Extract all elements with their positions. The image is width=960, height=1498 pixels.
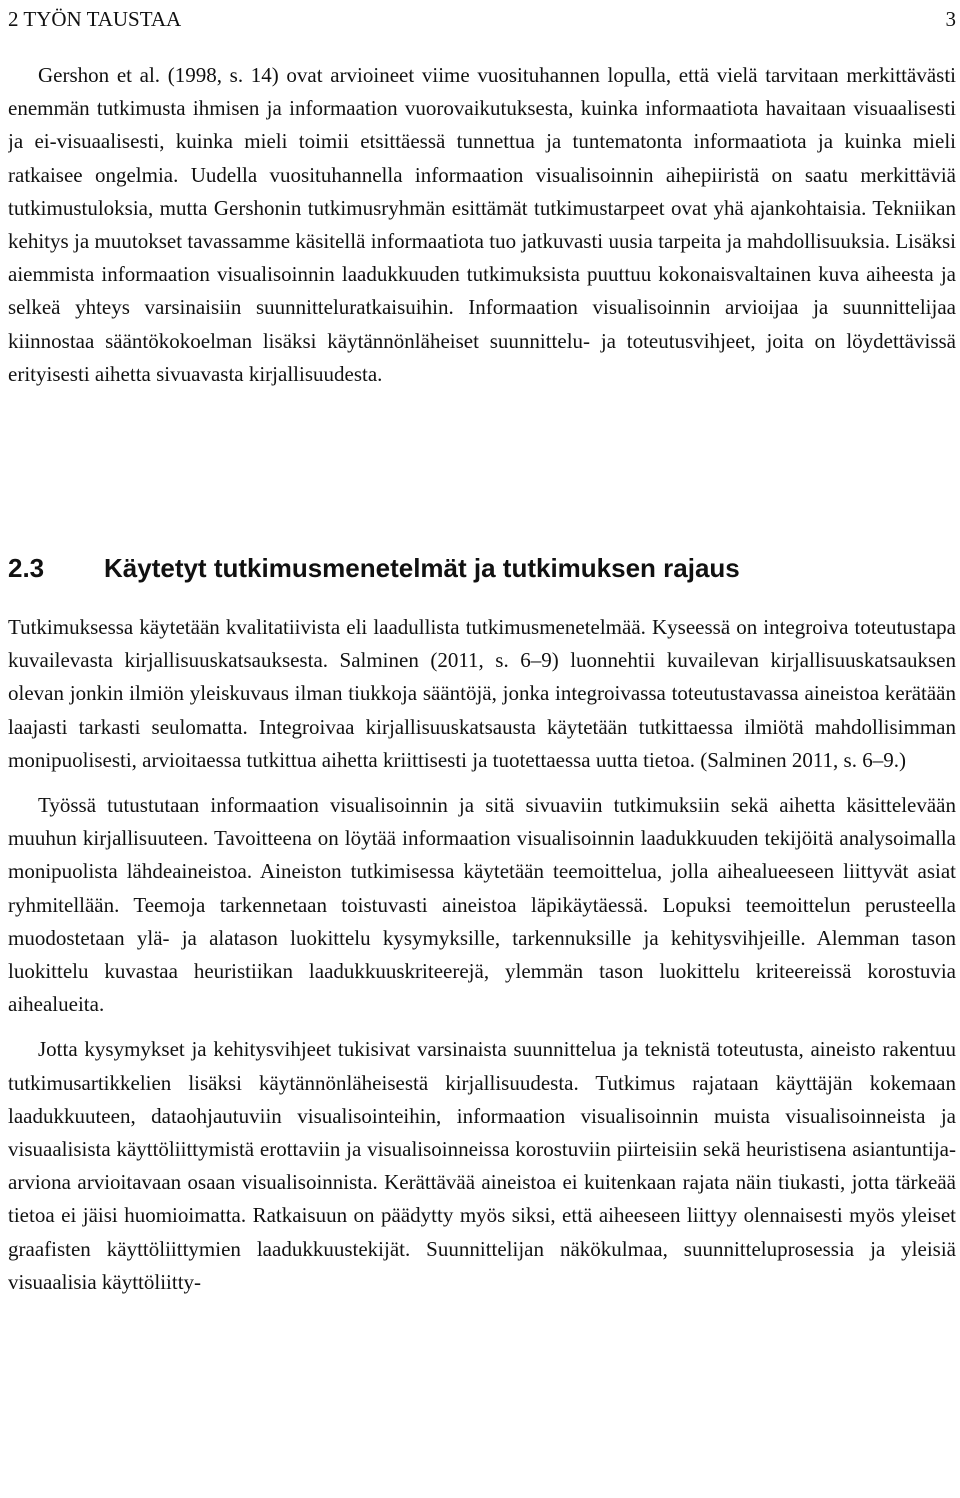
section-paragraph-2: Työssä tutustutaan informaation visualisoinnin ja sitä sivuaviin tutkimuksiin sekä aihetta käsittelevään muuhun kirjallisuuteen. Tavoitteena on löytää informaation visualisoinnin laadukkuuden tekijöitä analysoimalla monipuolista lähdeaineistoa. Aineiston tutkimisessa käytetään teemoittelua, jolla aihealueeseen liittyvät asiat ryhmitellään. Teemoja tarkennetaan toistuvasti aineistoa läpikäytäessä. Lopuksi teemoittelun perusteella muodostetaan ylä- ja alatason luokittelu kysymyksille, tarkennuksille ja kehitysvihjeille. Alemman tason luokittelu kuvastaa heuristiikan laadukkuuskriteerejä, ylemmän tason luokittelu kriteereissä korostuvia aihealueita. <box>8 793 956 1017</box>
running-header <box>8 6 956 32</box>
section-paragraph-1: Tutkimuksessa käytetään kvalitatiivista eli laadullista tutkimusmenetelmää. Kyseessä on integroiva toteutustapa kuvailevasta kirjallisuuskatsauksesta. Salminen (2011, s. 6–9) luonnehtii kuvailevan kirjallisuuskatsauksen olevan jonkin ilmiön yleiskuvaus ilman tiukkoja sääntöjä, jonka integroivassa toteutustavassa aineistoa kerätään laajasti tarkasti seulomatta. Integroivaa kirjallisuuskatsausta käytetään tutkittaessa ilmiötä mahdollisimman monipuolisesti, arvioitaessa tutkittua aihetta kriittisesti ja tuotettaessa uutta tietoa. (Salminen 2011, s. 6–9.) <box>8 615 956 772</box>
intro-paragraph: Gershon et al. (1998, s. 14) ovat arvioineet viime vuosituhannen lopulla, että vielä tarvitaan merkittävästi enemmän tutkimusta ihmisen ja informaation vuorovaikutuksesta, kuinka informaatiota havaitaan visuaalisesti ja ei-visuaalisesti, kuinka mieli toimii etsittäessä tunnettua ja tuntematonta informaatiota ja kuinka mieli ratkaisee ongelmia. Uudella vuosituhannella informaation visualisoinnin aihepiiristä on saatu merkittäviä tutkimustuloksia, mutta Gershonin tutkimusryhmän esittämät tutkimustarpeet ovat yhä ajankohtaisia. Tekniikan kehitys ja muutokset tavassamme käsitellä informaatiota tuo jatkuvasti uusia tarpeita ja mahdollisuuksia. Lisäksi aiemmista informaation visualisoinnin laadukkuuden tutkimuksista puuttuu kokonaisvaltainen kuva aiheesta ja selkeä yhteys varsinaisiin suunnitteluratkaisuihin. Informaation visualisoinnin arvioijaa ja suunnittelijaa kiinnostaa sääntökokoelman lisäksi käytännönläheiset suunnittelu- ja toteutusvihjeet, joita on löydettävissä erityisesti aihetta sivuavasta kirjallisuudesta. <box>8 63 956 386</box>
section-number: 2.3 <box>8 553 45 583</box>
section-title: Käytetyt tutkimusmenetelmät ja tutkimuksen rajaus <box>104 553 740 583</box>
section-body <box>8 611 956 1299</box>
section-paragraph-3: Jotta kysymykset ja kehitysvihjeet tukisivat varsinaista suunnittelua ja teknistä toteutusta, aineisto rakentuu tutkimusartikkelien lisäksi käytännönläheisestä kirjallisuudesta. Tutkimus rajataan käyttäjän kokemaan laadukkuuteen, dataohjautuviin visualisointeihin, informaation visualisoinnin muista visualisoinneista ja visuaalisista käyttöliittymistä erottaviin ja visualisoinneissa korostuviin piirteisiin sekä heuristisena asiantuntija-arviona arvioitavaan osaan visualisoinnista. Kerättävää aineistoa ei kuitenkaan rajata näin tiukasti, jotta tärkeää tietoa ei jäisi huomioimatta. Ratkaisuun on päädytty myös siksi, että aiheeseen liittyy olennaisesti myös yleiset graafisten käyttöliittymien laadukkuustekijät. Suunnittelijan näkökulmaa, suunnitteluprosessia ja yleisiä visuaalisia käyttöliitty- <box>8 1037 956 1294</box>
intro-text <box>8 59 956 391</box>
section-heading <box>8 548 956 588</box>
page-number: 3 <box>945 7 956 31</box>
chapter-title: 2 TYÖN TAUSTAA <box>8 7 182 31</box>
document-page <box>8 0 956 1498</box>
